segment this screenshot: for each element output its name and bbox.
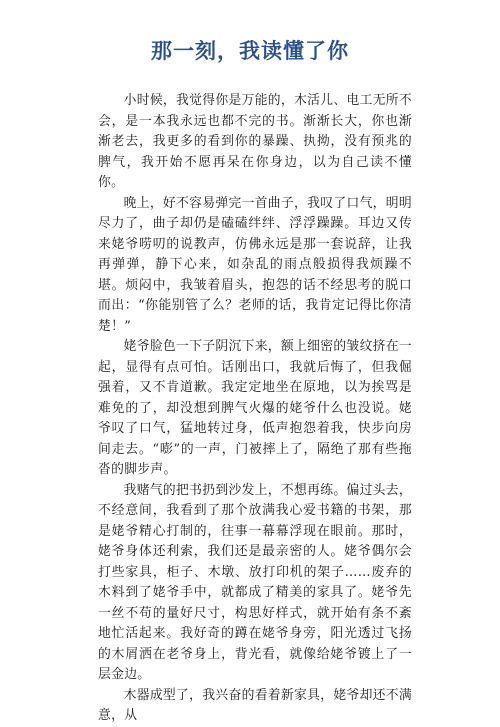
article-paragraph: 姥爷脸色一下子阴沉下来，额上细密的皱纹挤在一起，显得有点可怕。话刚出口，我就后悔了，但我倔强着，又不肯道歉。我定定地坐在原地，以为挨骂是难免的了，却没想到脾气火爆的姥爷什么也没说。姥爷叹了口气，猛地转过身，低声抱怨着我，快步向房间走去。“嘭”的一声，门被摔上了，隔绝了那有些拖沓的脚步声。	[98, 339, 412, 477]
article-paragraph: 我赌气的把书扔到沙发上，不想再练。偏过头去，不经意间，我看到了那个放满我心爱书籍的书架，那是姥爷精心打制的，往事一幕幕浮现在眼前。那时，姥爷身体还利索，我们还是最亲密的人。姥爷偶尔会打些家具，柜子、木墩、放打印机的架子……废弃的木料到了姥爷手中，就都成了精美的家具了。姥爷先一丝不苟的量好尺寸，构思好样式，就开始有条不紊地忙活起来。我好奇的蹲在姥爷身旁，阳光透过飞扬的木屑洒在老爷身上，背光看，就像给姥爷镀上了一层金边。	[98, 482, 412, 682]
article-paragraph: 小时候，我觉得你是万能的，木活儿、电工无所不会，是一本我永远也都不完的书。渐渐长大，你也渐渐老去，我更多的看到你的暴躁、执拗，没有预兆的脾气，我开始不愿再呆在你身边，以为自己读不懂你。	[98, 93, 412, 190]
article-paragraph: 晚上，好不容易弹完一首曲子，我叹了口气，明明尽力了，曲子却仍是磕磕绊绊、浮浮躁躁。耳边又传来姥爷唠叨的说教声，仿佛永远是那一套说辞，让我再弹弹，静下心来，如杂乱的雨点般损得我烦躁不堪。烦闷中，我皱着眉头，抱怨的话不经思考的脱口而出：“你能别管了么？老师的话，我肯定记得比你清楚！”	[98, 195, 412, 334]
article-body	[98, 91, 412, 727]
article-paragraph: 木器成型了，我兴奋的看着新家具，姥爷却还不满意，从	[98, 687, 412, 723]
article-title: 那一刻，我读懂了你	[151, 38, 349, 63]
